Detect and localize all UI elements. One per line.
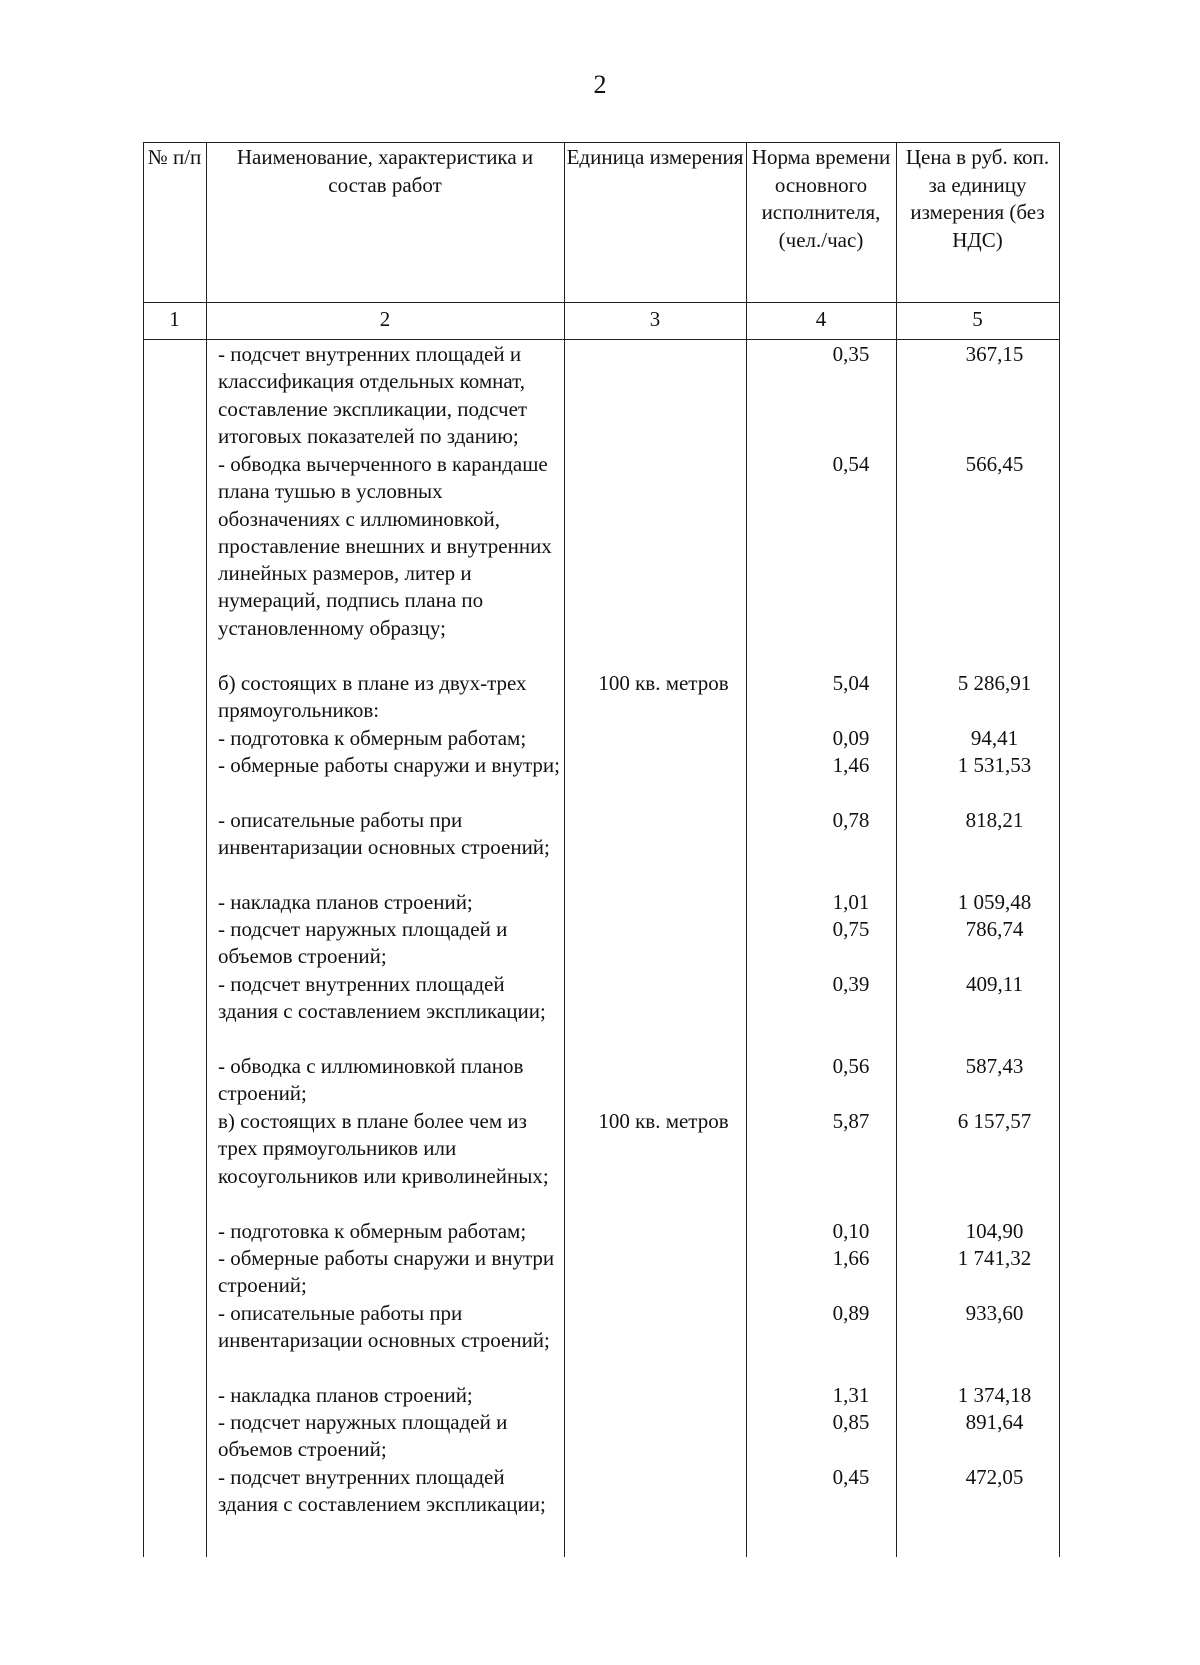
work-description: - подсчет внутренних площадей здания с составлением экспликации;	[218, 1465, 546, 1517]
norm-cell: 5,04	[832, 671, 870, 695]
norm-cell: 1,46	[832, 753, 870, 777]
header-number: № п/п	[147, 145, 202, 169]
work-description: - обмерные работы снаружи и внутри строений;	[218, 1246, 555, 1298]
work-description: - обводка с иллюминовкой планов строений;	[218, 1054, 524, 1106]
price-cell: 587,43	[965, 1054, 1024, 1078]
price-cell: 409,11	[966, 972, 1023, 996]
unit-cell: 100 кв. метров	[598, 1109, 729, 1133]
norm-cell: 1,31	[832, 1383, 870, 1407]
column-number: 2	[379, 307, 391, 331]
price-cell: 891,64	[965, 1410, 1024, 1434]
work-description: - подсчет внутренних площадей и классификация отдельных комнат, составление экспликации, подсчет итоговых показателей по зданию;	[218, 342, 528, 448]
norm-cell: 0,45	[832, 1465, 870, 1489]
table-border-left	[143, 142, 144, 1557]
work-description: б) состоящих в плане из двух-трех прямоугольников:	[218, 671, 527, 723]
work-description: - описательные работы при инвентаризации основных строений;	[218, 1301, 550, 1353]
norm-cell: 0,09	[832, 726, 870, 750]
work-description: - обводка вычерченного в карандаше плана тушью в условных обозначениях с иллюминовкой, проставление внешних и внутренних линейных размеров, литер и нумераций, подпись плана по установленному образцу;	[218, 452, 552, 640]
column-divider	[746, 142, 747, 1557]
table-border-right	[1059, 142, 1060, 1557]
header-price: Цена в руб. коп. за единицу измерения (без НДС)	[905, 145, 1050, 252]
price-cell: 94,41	[970, 726, 1019, 750]
work-description: - подготовка к обмерным работам;	[218, 1219, 527, 1243]
norm-cell: 0,89	[832, 1301, 870, 1325]
work-description: - подсчет внутренних площадей здания с составлением экспликации;	[218, 972, 546, 1024]
price-table	[143, 142, 1059, 1557]
column-number: 3	[649, 307, 661, 331]
norm-cell: 0,56	[832, 1054, 870, 1078]
work-description: - накладка планов строений;	[218, 1383, 473, 1407]
price-cell: 933,60	[965, 1301, 1024, 1325]
norm-cell: 0,78	[832, 808, 870, 832]
work-description: - подсчет наружных площадей и объемов строений;	[218, 917, 508, 969]
norm-cell: 5,87	[832, 1109, 870, 1133]
price-cell: 786,74	[965, 917, 1024, 941]
price-cell: 566,45	[965, 452, 1024, 476]
column-divider	[206, 142, 207, 1557]
price-cell: 1 741,32	[957, 1246, 1032, 1270]
header-name: Наименование, характеристика и состав работ	[236, 145, 534, 197]
header-unit: Единица измерения	[566, 145, 744, 169]
price-cell: 1 531,53	[957, 753, 1032, 777]
norm-cell: 0,10	[832, 1219, 870, 1243]
table-border-top	[143, 142, 1059, 143]
column-divider	[564, 142, 565, 1557]
price-cell: 1 374,18	[957, 1383, 1032, 1407]
norm-cell: 1,66	[832, 1246, 870, 1270]
column-number: 4	[815, 307, 827, 331]
header-norm: Норма времени основного исполнителя, (чел./час)	[751, 145, 891, 252]
numbering-divider	[143, 339, 1059, 340]
work-description: - обмерные работы снаружи и внутри;	[218, 753, 560, 777]
norm-cell: 0,39	[832, 972, 870, 996]
price-cell: 367,15	[965, 342, 1024, 366]
unit-cell: 100 кв. метров	[598, 671, 729, 695]
work-description: - подсчет наружных площадей и объемов строений;	[218, 1410, 508, 1462]
norm-cell: 0,75	[832, 917, 870, 941]
price-cell: 818,21	[965, 808, 1024, 832]
work-description: - подготовка к обмерным работам;	[218, 726, 527, 750]
column-number: 1	[169, 307, 180, 331]
column-number: 5	[972, 307, 983, 331]
price-cell: 1 059,48	[957, 890, 1032, 914]
norm-cell: 1,01	[832, 890, 870, 914]
work-description: - описательные работы при инвентаризации основных строений;	[218, 808, 550, 860]
price-cell: 6 157,57	[957, 1109, 1032, 1133]
page-number: 2	[593, 70, 607, 99]
norm-cell: 0,35	[832, 342, 870, 366]
price-cell: 5 286,91	[957, 671, 1032, 695]
work-description: - накладка планов строений;	[218, 890, 473, 914]
price-cell: 472,05	[965, 1465, 1024, 1489]
norm-cell: 0,85	[832, 1410, 870, 1434]
header-divider	[143, 302, 1059, 303]
norm-cell: 0,54	[832, 452, 870, 476]
work-description: в) состоящих в плане более чем из трех прямоугольников или косоугольников или криволинейных;	[218, 1109, 549, 1188]
price-cell: 104,90	[965, 1219, 1024, 1243]
